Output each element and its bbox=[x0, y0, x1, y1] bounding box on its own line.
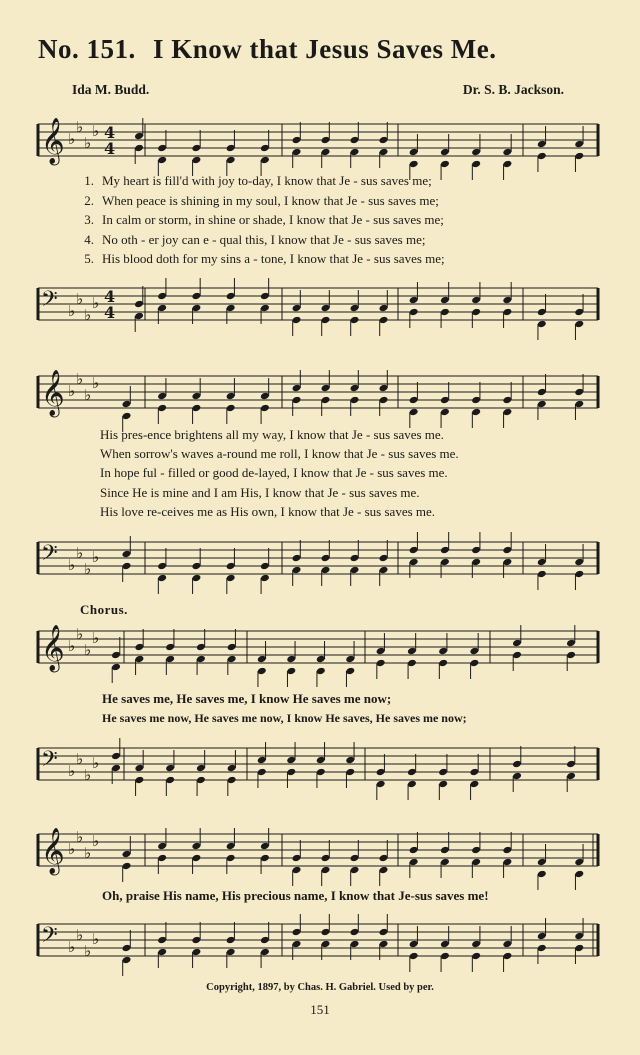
verse-line: 5. His blood doth for my sins a - tone, I know that Je - sus saves me; bbox=[84, 251, 445, 266]
time-signature-digit: 4 bbox=[104, 287, 116, 306]
final-line: Oh, praise His name, His precious name, I know that Je-sus saves me! bbox=[102, 888, 489, 903]
verse-line: His love re-ceives me as His own, I know that Je - sus saves me. bbox=[100, 504, 436, 519]
hymn-title bbox=[38, 34, 497, 65]
flat-sign: ♭ bbox=[68, 130, 76, 148]
flat-sign: ♭ bbox=[84, 942, 92, 960]
staff-system-3-bass bbox=[0, 742, 640, 792]
flat-sign: ♭ bbox=[92, 832, 100, 850]
verse-line: 3. In calm or storm, in shine or shade, I know that Je - sus saves me; bbox=[84, 212, 444, 227]
flat-sign: ♭ bbox=[76, 370, 84, 388]
verse-line: 1. My heart is fill'd with joy to-day, I know that Je - sus saves me; bbox=[84, 173, 432, 188]
bass-clef: 𝄢 bbox=[41, 541, 58, 571]
flat-sign: ♭ bbox=[92, 548, 100, 566]
treble-clef: 𝄞 bbox=[41, 370, 65, 416]
hymn-number: No. 151. bbox=[38, 34, 136, 64]
flat-sign: ♭ bbox=[84, 386, 92, 404]
verse-line: When sorrow's waves a-round me roll, I know that Je - sus saves me. bbox=[100, 446, 459, 461]
verse-line: His pres-ence brightens all my way, I know that Je - sus saves me. bbox=[100, 427, 444, 442]
flat-sign: ♭ bbox=[68, 382, 76, 400]
flat-sign: ♭ bbox=[76, 750, 84, 768]
page-number: 151 bbox=[310, 1002, 330, 1017]
flat-sign: ♭ bbox=[76, 118, 84, 136]
flat-sign: ♭ bbox=[92, 629, 100, 647]
time-signature-digit: 4 bbox=[104, 123, 116, 142]
composer: Dr. S. B. Jackson. bbox=[462, 82, 564, 97]
flat-sign: ♭ bbox=[68, 637, 76, 655]
chorus-label: Chorus. bbox=[80, 602, 128, 617]
treble-clef: 𝄞 bbox=[41, 625, 65, 671]
flat-sign: ♭ bbox=[92, 122, 100, 140]
chorus-line-2: He saves me now, He saves me now, I know He saves, He saves me now; bbox=[102, 711, 467, 725]
bass-clef: 𝄢 bbox=[41, 923, 58, 953]
flat-sign: ♭ bbox=[76, 290, 84, 308]
time-signature-digit: 4 bbox=[104, 303, 116, 322]
flat-sign: ♭ bbox=[68, 762, 76, 780]
staff-system-2-bass bbox=[0, 536, 640, 586]
flat-sign: ♭ bbox=[92, 754, 100, 772]
staff-system-3-treble bbox=[0, 625, 640, 675]
staff-system-2-treble bbox=[0, 370, 640, 420]
staff-system-4-treble bbox=[0, 828, 640, 878]
verse-line: 4. No oth - er joy can e - qual this, I know that Je - sus saves me; bbox=[84, 232, 426, 247]
bass-clef: 𝄢 bbox=[41, 747, 58, 777]
treble-clef: 𝄞 bbox=[41, 118, 65, 164]
flat-sign: ♭ bbox=[76, 544, 84, 562]
chorus-line-1: He saves me, He saves me, I know He saves me now; bbox=[102, 691, 392, 706]
staff-system-1-bass bbox=[0, 282, 640, 332]
flat-sign: ♭ bbox=[84, 641, 92, 659]
flat-sign: ♭ bbox=[76, 926, 84, 944]
flat-sign: ♭ bbox=[92, 374, 100, 392]
flat-sign: ♭ bbox=[84, 560, 92, 578]
treble-clef: 𝄞 bbox=[41, 828, 65, 874]
staff-system-1-treble bbox=[0, 118, 640, 168]
flat-sign: ♭ bbox=[68, 938, 76, 956]
flat-sign: ♭ bbox=[68, 302, 76, 320]
hymn-name: I Know that Jesus Saves Me. bbox=[153, 34, 497, 64]
copyright: Copyright, 1897, by Chas. H. Gabriel. Used by per. bbox=[206, 982, 434, 993]
flat-sign: ♭ bbox=[84, 306, 92, 324]
flat-sign: ♭ bbox=[84, 134, 92, 152]
bass-clef: 𝄢 bbox=[41, 287, 58, 317]
verse-line: In hope ful - filled or good de-layed, I know that Je - sus saves me. bbox=[100, 465, 448, 480]
flat-sign: ♭ bbox=[84, 844, 92, 862]
time-signature-digit: 4 bbox=[104, 139, 116, 158]
verse-line: Since He is mine and I am His, I know that Je - sus saves me. bbox=[100, 485, 420, 500]
flat-sign: ♭ bbox=[76, 625, 84, 643]
staff-system-4-bass bbox=[0, 918, 640, 968]
flat-sign: ♭ bbox=[76, 828, 84, 846]
flat-sign: ♭ bbox=[68, 840, 76, 858]
flat-sign: ♭ bbox=[84, 766, 92, 784]
verse-line: 2. When peace is shining in my soul, I know that Je - sus saves me; bbox=[84, 193, 439, 208]
flat-sign: ♭ bbox=[92, 294, 100, 312]
flat-sign: ♭ bbox=[92, 930, 100, 948]
lyricist: Ida M. Budd. bbox=[72, 82, 150, 97]
flat-sign: ♭ bbox=[68, 556, 76, 574]
